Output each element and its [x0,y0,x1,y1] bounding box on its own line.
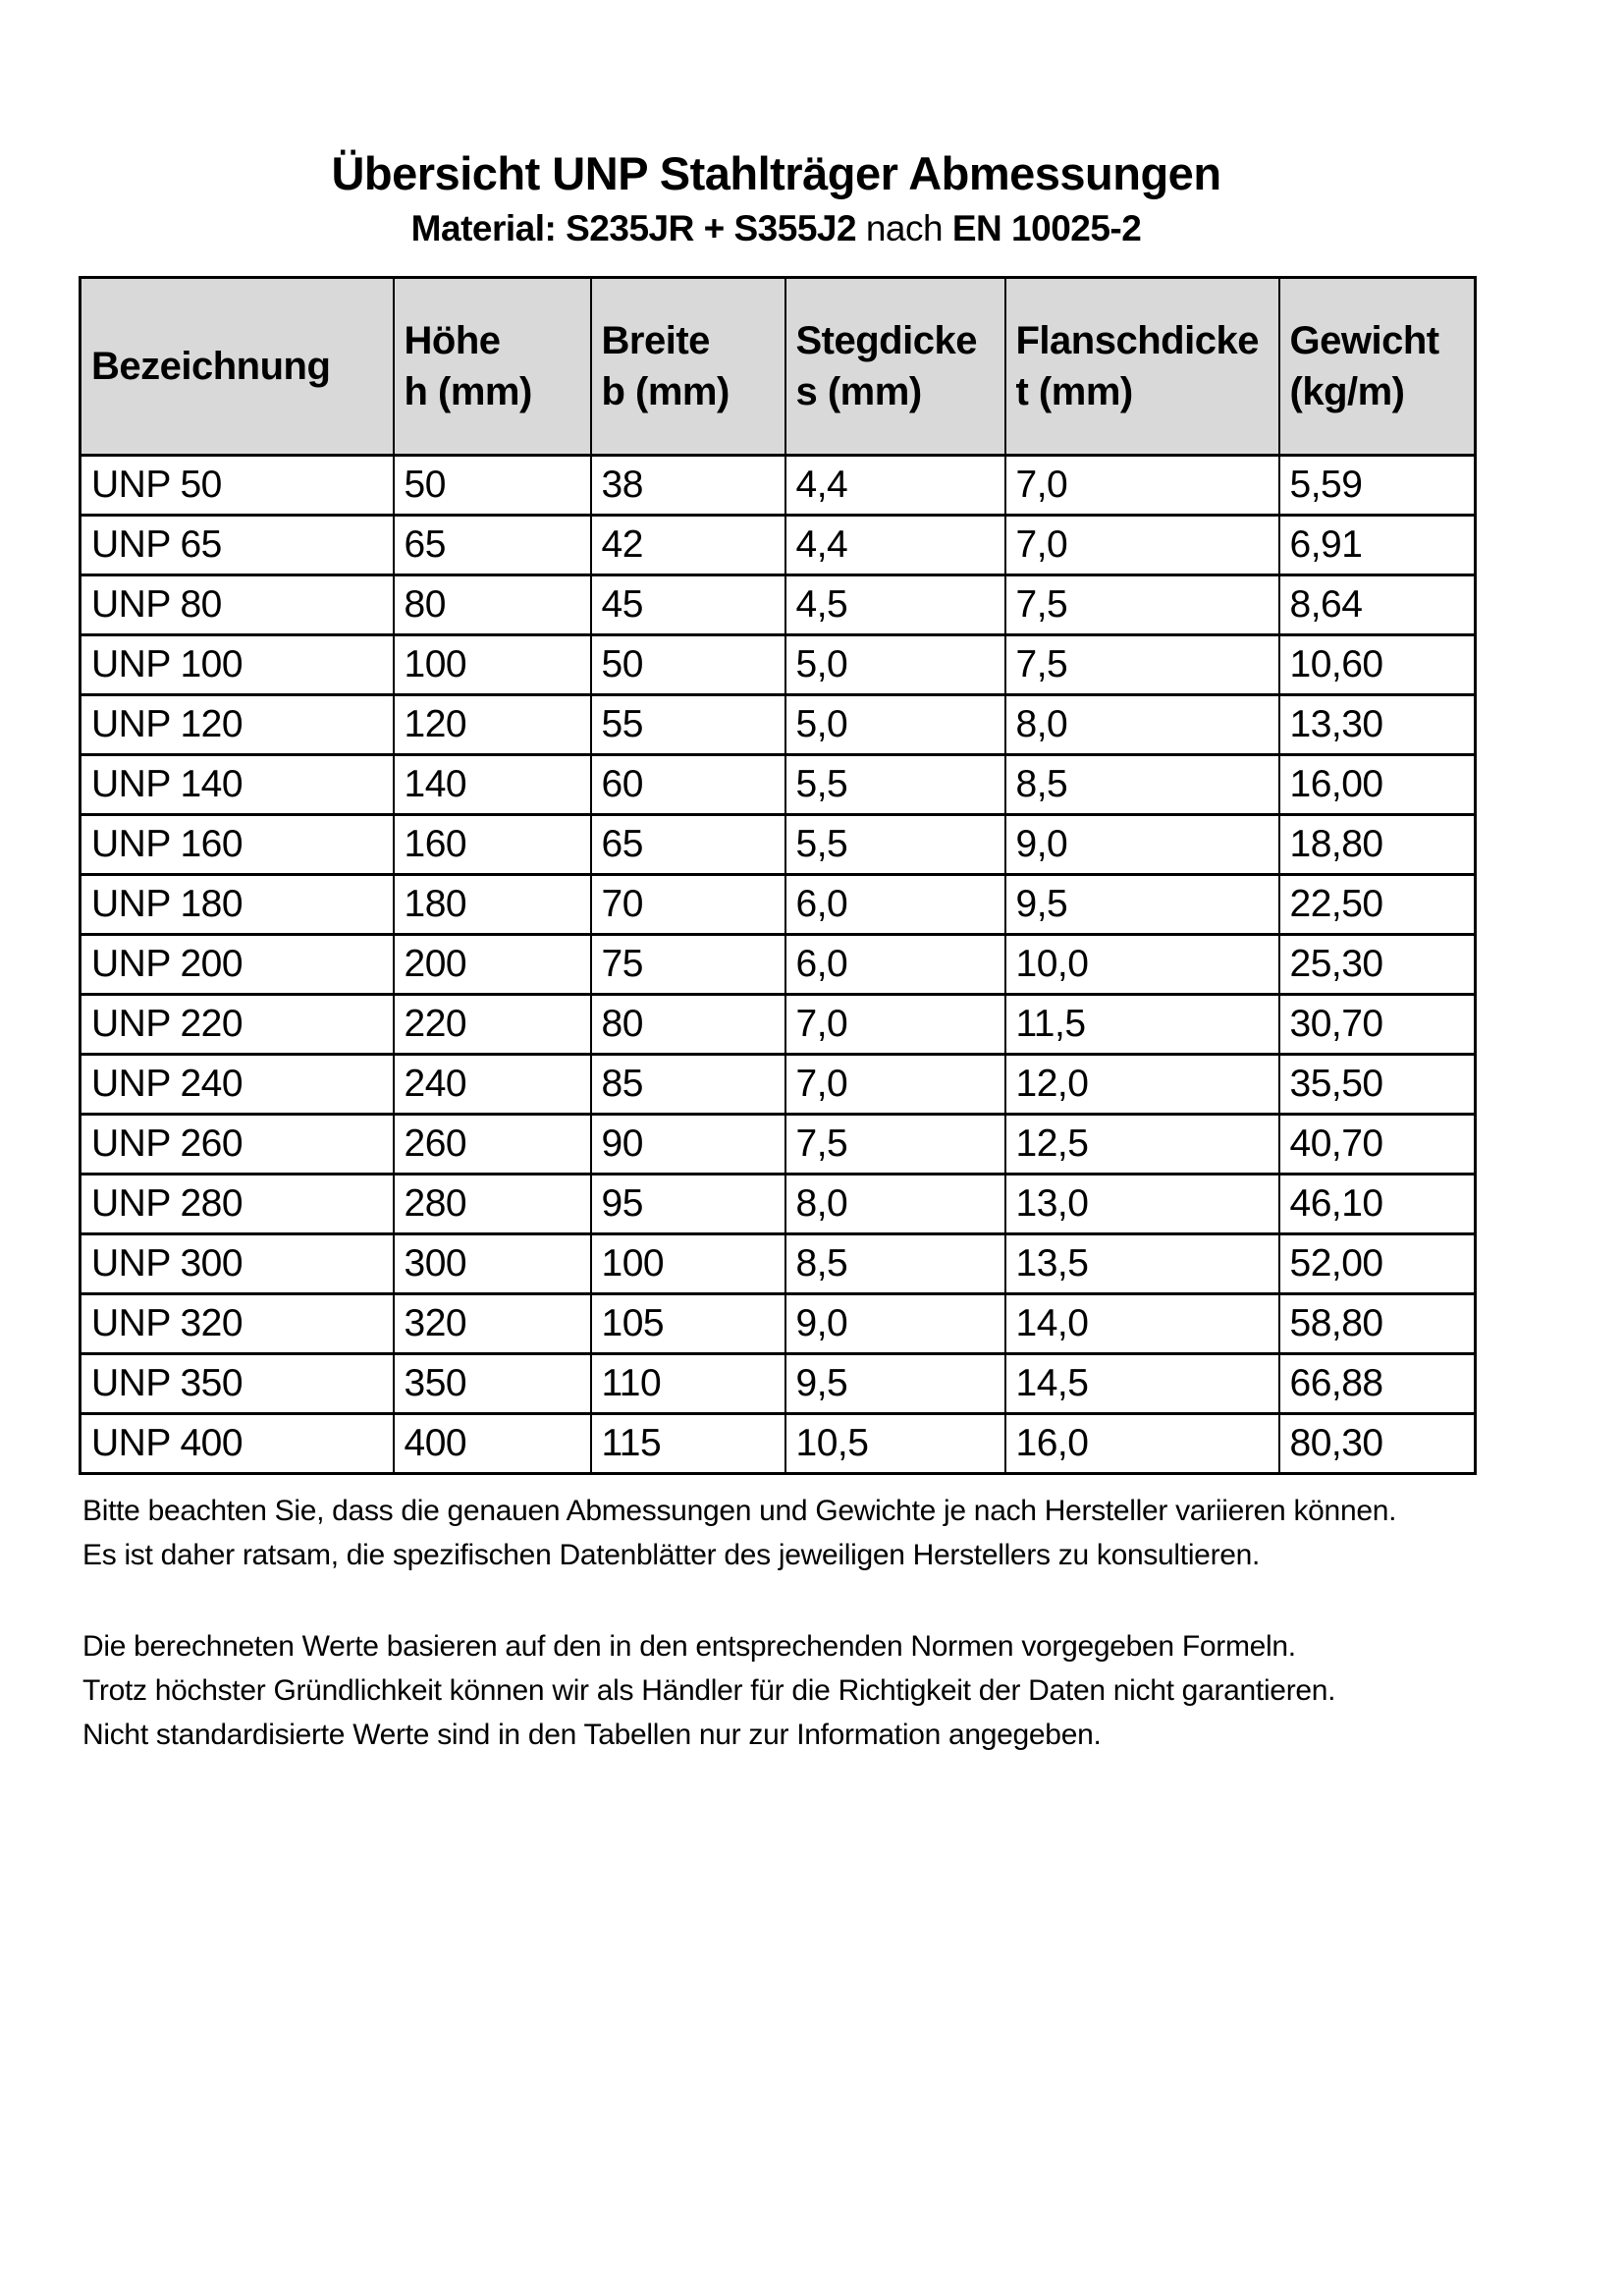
value-cell: 16,00 [1279,754,1476,814]
value-cell: 320 [394,1293,591,1353]
table-row [81,515,1476,574]
value-cell: 6,0 [785,874,1005,934]
value-cell: 240 [394,1054,591,1114]
value-cell: 300 [394,1233,591,1293]
value-cell: 30,70 [1279,994,1476,1054]
table-row [81,1114,1476,1174]
value-cell: 10,5 [785,1413,1005,1473]
row-label-cell: UNP 65 [81,515,394,574]
value-cell: 12,5 [1005,1114,1279,1174]
row-label-cell: UNP 240 [81,1054,394,1114]
col-header-label: Gewicht [1289,318,1439,362]
value-cell: 65 [591,814,785,874]
value-cell: 50 [394,455,591,515]
table-row [81,1174,1476,1233]
value-cell: 6,0 [785,934,1005,994]
value-cell: 10,60 [1279,634,1476,694]
value-cell: 5,0 [785,694,1005,754]
table-row [81,1413,1476,1473]
col-header-flanschdicke [1005,277,1279,455]
note-paragraph-disclaimer [82,1624,1474,1757]
table-row [81,1353,1476,1413]
table-row [81,874,1476,934]
value-cell: 7,0 [1005,455,1279,515]
table-row [81,1054,1476,1114]
row-label-cell: UNP 120 [81,694,394,754]
value-cell: 8,0 [785,1174,1005,1233]
page-title: Übersicht UNP Stahlträger Abmessungen [331,147,1221,199]
row-label-cell: UNP 160 [81,814,394,874]
value-cell: 22,50 [1279,874,1476,934]
value-cell: 35,50 [1279,1054,1476,1114]
value-cell: 9,5 [785,1353,1005,1413]
table-row [81,994,1476,1054]
value-cell: 5,59 [1279,455,1476,515]
table-row [81,694,1476,754]
value-cell: 58,80 [1279,1293,1476,1353]
table-body [81,455,1476,1473]
table-row [81,814,1476,874]
value-cell: 10,0 [1005,934,1279,994]
header-row [81,277,1476,455]
value-cell: 66,88 [1279,1353,1476,1413]
row-label-cell: UNP 200 [81,934,394,994]
value-cell: 100 [591,1233,785,1293]
row-label-cell: UNP 80 [81,574,394,634]
col-header-label: Flanschdicke [1015,318,1259,362]
value-cell: 38 [591,455,785,515]
subtitle-norm: EN 10025-2 [951,208,1142,249]
value-cell: 25,30 [1279,934,1476,994]
value-cell: 40,70 [1279,1114,1476,1174]
value-cell: 8,64 [1279,574,1476,634]
value-cell: 12,0 [1005,1054,1279,1114]
value-cell: 7,0 [785,994,1005,1054]
note-line: Trotz höchster Gründlichkeit können wir als Händler für die Richtigkeit der Daten nicht garantieren. [82,1673,1336,1707]
value-cell: 42 [591,515,785,574]
value-cell: 4,4 [785,455,1005,515]
row-label-cell: UNP 300 [81,1233,394,1293]
value-cell: 85 [591,1054,785,1114]
table-row [81,1293,1476,1353]
value-cell: 16,0 [1005,1413,1279,1473]
value-cell: 75 [591,934,785,994]
note-line: Nicht standardisierte Werte sind in den Tabellen nur zur Information angegeben. [82,1718,1102,1751]
value-cell: 8,5 [785,1233,1005,1293]
note-line: Es ist daher ratsam, die spezifischen Datenblätter des jeweiligen Herstellers zu konsultieren. [82,1538,1261,1571]
value-cell: 120 [394,694,591,754]
table-row [81,574,1476,634]
table-row [81,754,1476,814]
value-cell: 4,4 [785,515,1005,574]
value-cell: 110 [591,1353,785,1413]
note-paragraph-variation [82,1489,1474,1577]
col-header-label: Stegdicke [795,318,977,362]
value-cell: 8,0 [1005,694,1279,754]
table-row [81,934,1476,994]
table-row [81,455,1476,515]
col-header-breite [591,277,785,455]
row-label-cell: UNP 400 [81,1413,394,1473]
value-cell: 7,5 [1005,634,1279,694]
row-label-cell: UNP 100 [81,634,394,694]
value-cell: 18,80 [1279,814,1476,874]
row-label-cell: UNP 320 [81,1293,394,1353]
note-line: Bitte beachten Sie, dass die genauen Abmessungen und Gewichte je nach Hersteller variieren können. [82,1494,1397,1527]
row-label-cell: UNP 350 [81,1353,394,1413]
value-cell: 90 [591,1114,785,1174]
value-cell: 5,5 [785,814,1005,874]
value-cell: 7,0 [1005,515,1279,574]
value-cell: 13,30 [1279,694,1476,754]
value-cell: 45 [591,574,785,634]
value-cell: 280 [394,1174,591,1233]
row-label-cell: UNP 220 [81,994,394,1054]
row-label-cell: UNP 280 [81,1174,394,1233]
value-cell: 60 [591,754,785,814]
value-cell: 160 [394,814,591,874]
value-cell: 11,5 [1005,994,1279,1054]
col-header-stegdicke [785,277,1005,455]
value-cell: 260 [394,1114,591,1174]
col-header-unit: b (mm) [601,369,730,413]
subtitle-material: Material: S235JR + S355J2 [410,208,857,249]
table-row [81,634,1476,694]
col-header-label: Bezeichnung [91,344,331,388]
col-header-unit: s (mm) [795,369,922,413]
unp-dimensions-table [79,276,1477,1475]
value-cell: 52,00 [1279,1233,1476,1293]
value-cell: 7,5 [1005,574,1279,634]
value-cell: 80 [394,574,591,634]
row-label-cell: UNP 50 [81,455,394,515]
value-cell: 105 [591,1293,785,1353]
value-cell: 14,5 [1005,1353,1279,1413]
value-cell: 50 [591,634,785,694]
value-cell: 5,0 [785,634,1005,694]
value-cell: 7,5 [785,1114,1005,1174]
col-header-gewicht [1279,277,1476,455]
value-cell: 9,0 [1005,814,1279,874]
value-cell: 180 [394,874,591,934]
value-cell: 6,91 [1279,515,1476,574]
value-cell: 13,0 [1005,1174,1279,1233]
value-cell: 140 [394,754,591,814]
value-cell: 115 [591,1413,785,1473]
row-label-cell: UNP 260 [81,1114,394,1174]
value-cell: 14,0 [1005,1293,1279,1353]
value-cell: 80,30 [1279,1413,1476,1473]
col-header-unit: h (mm) [404,369,532,413]
value-cell: 46,10 [1279,1174,1476,1233]
subtitle-nach: nach [856,208,952,249]
col-header-label: Breite [601,318,710,362]
col-header-unit: t (mm) [1015,369,1133,413]
value-cell: 13,5 [1005,1233,1279,1293]
note-line: Die berechneten Werte basieren auf den in den entsprechenden Normen vorgegeben Formeln. [82,1629,1296,1663]
value-cell: 55 [591,694,785,754]
value-cell: 65 [394,515,591,574]
col-header-label: Höhe [404,318,501,362]
col-header-hoehe [394,277,591,455]
notes-section [82,1489,1474,1757]
value-cell: 9,0 [785,1293,1005,1353]
row-label-cell: UNP 180 [81,874,394,934]
row-label-cell: UNP 140 [81,754,394,814]
value-cell: 200 [394,934,591,994]
value-cell: 8,5 [1005,754,1279,814]
value-cell: 7,0 [785,1054,1005,1114]
value-cell: 100 [394,634,591,694]
value-cell: 70 [591,874,785,934]
table-row [81,1233,1476,1293]
table-header [81,277,1476,455]
value-cell: 80 [591,994,785,1054]
value-cell: 9,5 [1005,874,1279,934]
value-cell: 95 [591,1174,785,1233]
value-cell: 350 [394,1353,591,1413]
value-cell: 4,5 [785,574,1005,634]
value-cell: 5,5 [785,754,1005,814]
value-cell: 400 [394,1413,591,1473]
col-header-bezeichnung [81,277,394,455]
document-content [79,0,1474,1757]
col-header-unit: (kg/m) [1289,369,1405,413]
value-cell: 220 [394,994,591,1054]
page-subtitle [79,208,1474,250]
